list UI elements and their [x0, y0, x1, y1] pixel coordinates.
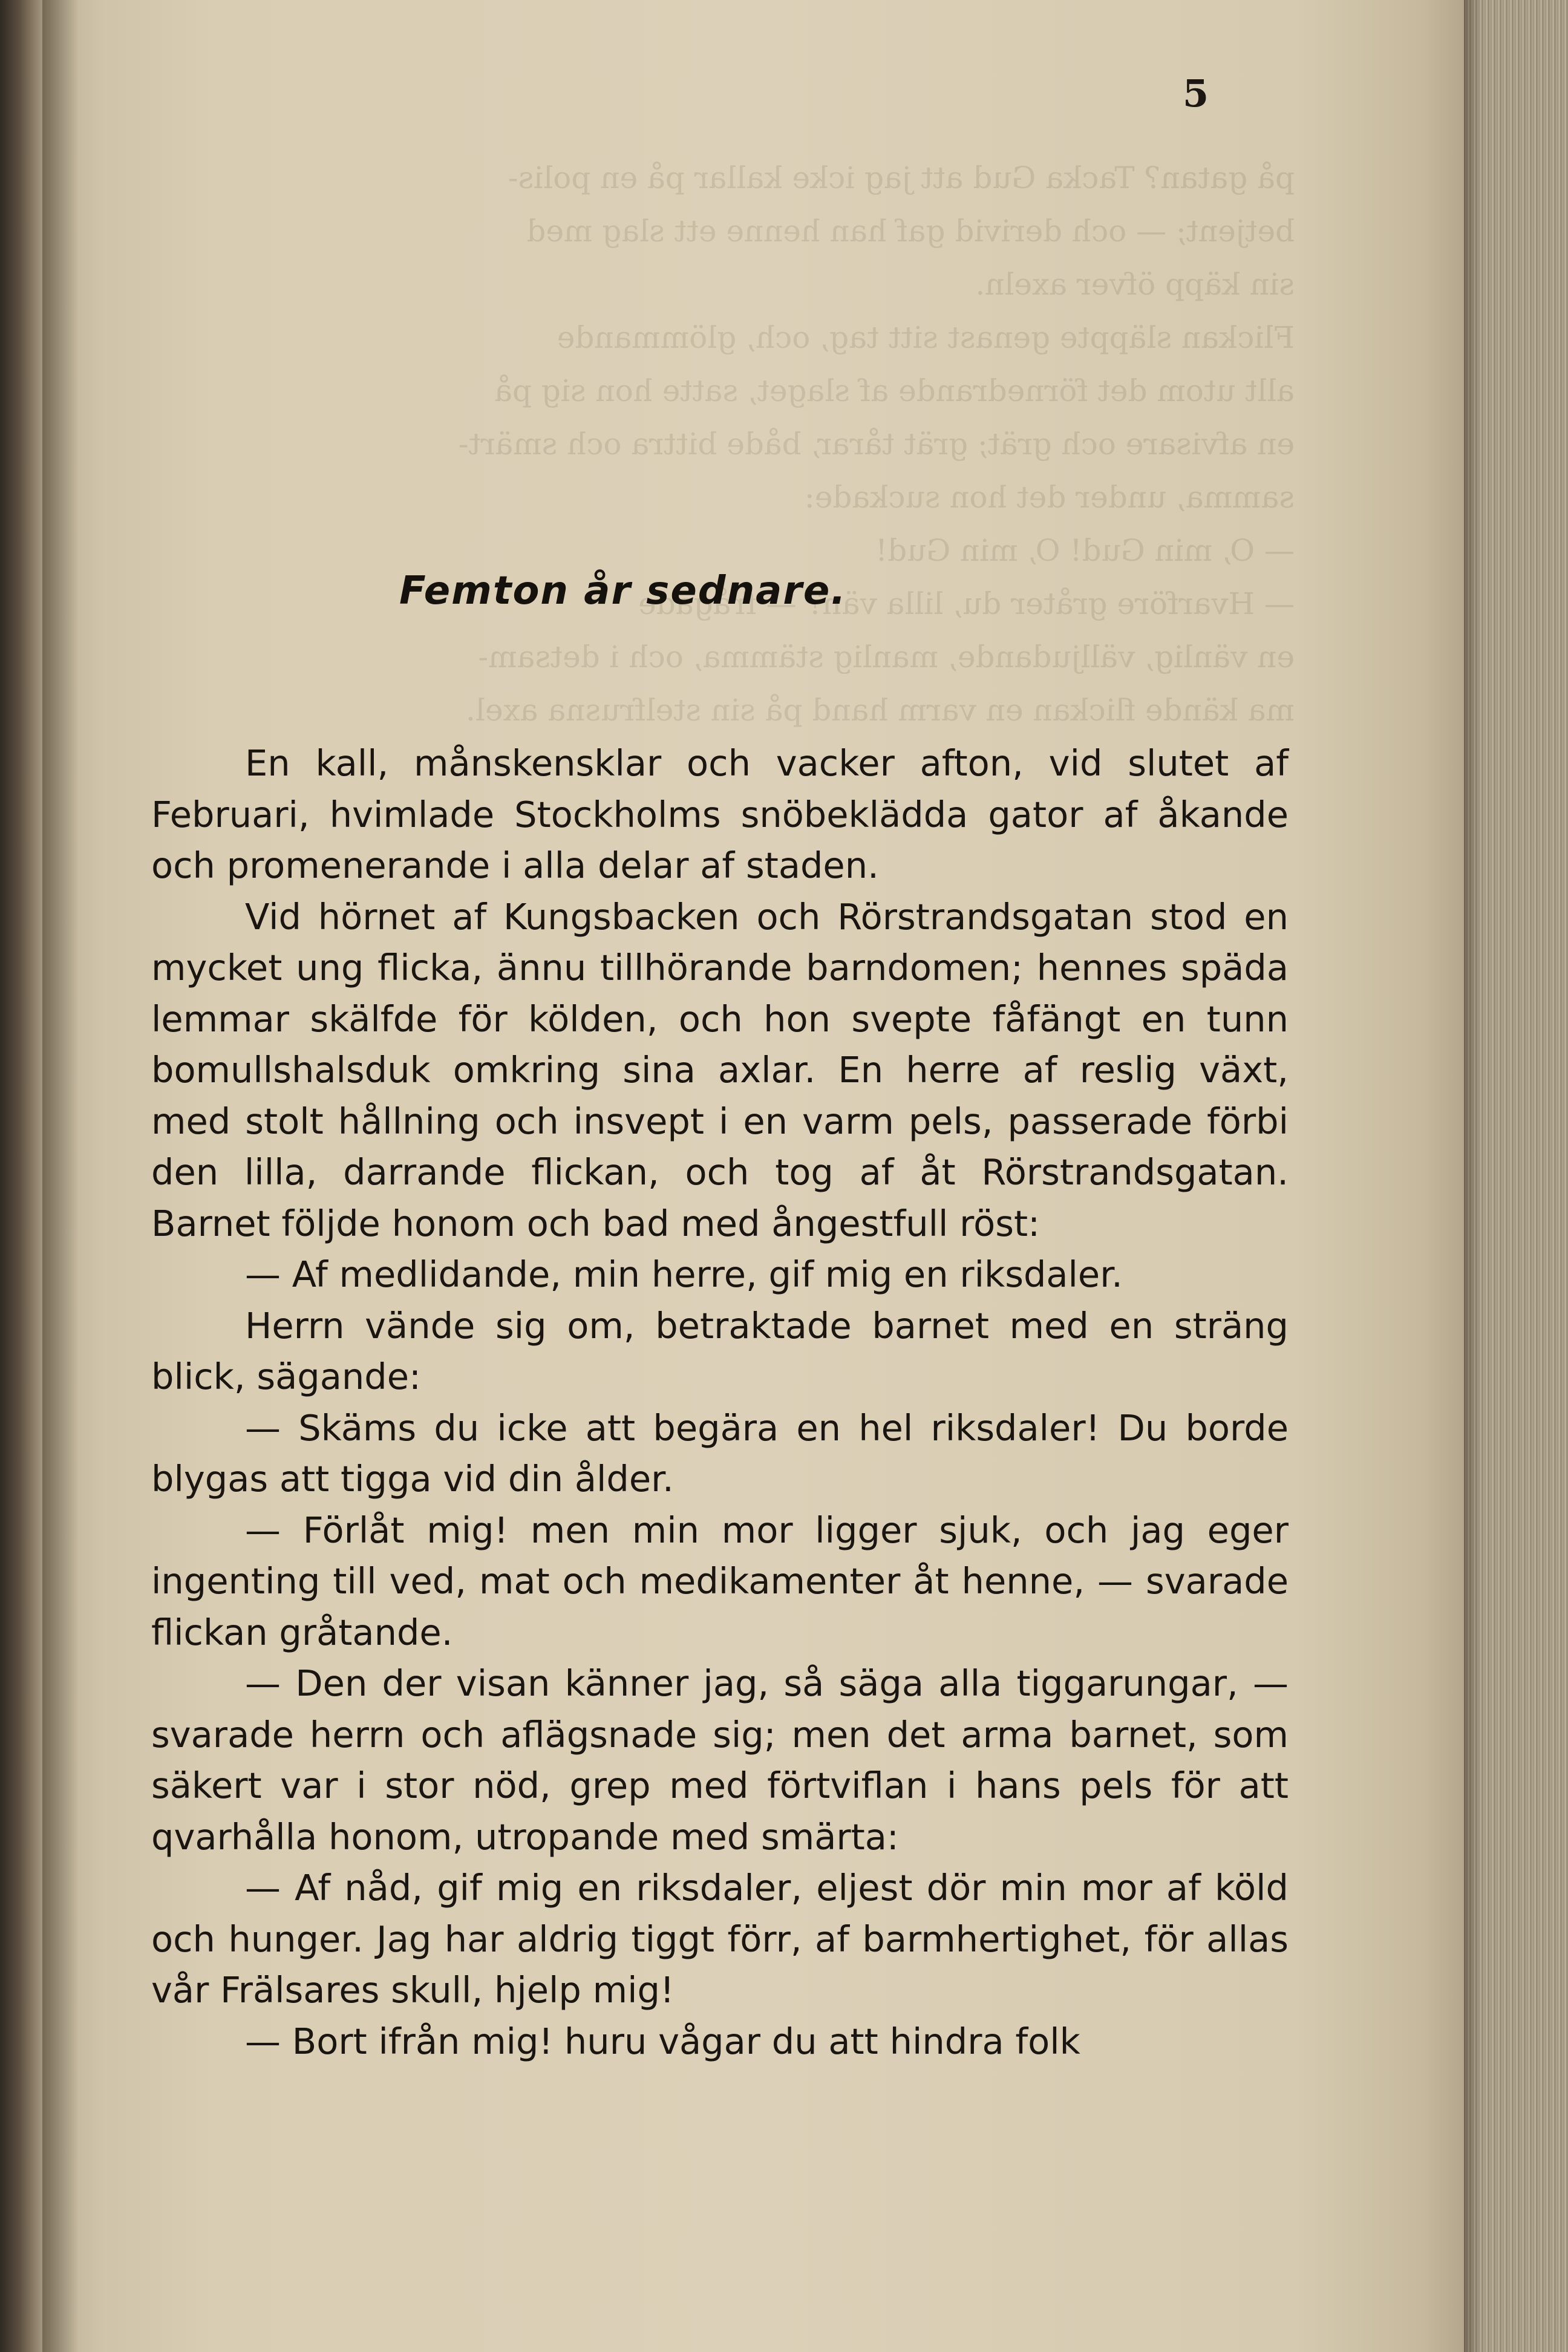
paragraph: — Den der visan känner jag, så säga alla tiggarungar, — svarade herrn och aflägsnade sig; men det arma barnet, som säkert var i stor nöd, grep med förtviflan i hans pels för att qvarhålla honom, utropande med smärta:: [151, 1662, 1289, 1858]
show-through-line: en vänlig, välljudande, manlig stämma, och i detsam-: [478, 639, 1295, 675]
show-through-text: [145, 151, 1295, 737]
paragraph: — Skäms du icke att begära en hel riksdaler! Du borde blygas att tigga vid din ålder.: [151, 1406, 1289, 1500]
show-through-line: — Hvarföre gråter du, lilla vän? — frågade: [638, 586, 1295, 621]
show-through-line: betjent; — och derivid gaf han henne ett slag med: [526, 214, 1295, 249]
show-through-line: sin käpp öfver axeln.: [975, 267, 1295, 302]
paragraph: Vid hörnet af Kungsbacken och Rörstrandsgatan stod en mycket ung flicka, ännu tillhörande barndomen; hennes späda lemmar skälfde för kölden, och hon svepte fåfängt en tunn bomullshalsduk omkring sina axlar. En herre af reslig växt, med stolt hållning och insvept i en varm pels, passerade förbi den lilla, darrande flickan, och tog af åt Rörstrandsgatan. Barnet följde honom och bad med ångestfull röst:: [151, 895, 1289, 1244]
show-through-line: — O, min Gud! O, min Gud!: [875, 533, 1295, 568]
show-through-line: en afvisare och grät; grät tårar, både bittra och smärt-: [458, 426, 1295, 462]
show-through-line: ma kände flickan en varm hand på sin stelfrusna axel.: [466, 693, 1295, 728]
paragraph: Herrn vände sig om, betraktade barnet med en sträng blick, sägande:: [151, 1304, 1289, 1397]
show-through-line: samma, under det hon suckade:: [804, 480, 1295, 515]
show-through-line: på gatan? Tacka Gud att jag icke kallar på en polis-: [508, 160, 1295, 195]
paragraph: — Förlåt mig! men min mor ligger sjuk, och jag eger ingenting till ved, mat och medikamenter åt henne, — svarade flickan gråtande.: [151, 1509, 1289, 1653]
page-stack-shadow: [1464, 0, 1482, 2352]
chapter-heading: Femton år sednare.: [399, 569, 847, 613]
page-number: 5: [1183, 71, 1209, 116]
show-through-line: allt utom det förnedrande af slaget, satte hon sig på: [494, 373, 1295, 408]
paragraph: — Af medlidande, min herre, gif mig en riksdaler.: [245, 1253, 1123, 1295]
gutter-shadow: [42, 0, 79, 2352]
paragraph: — Bort ifrån mig! huru vågar du att hindra folk: [245, 2020, 1080, 2062]
body-text: [151, 738, 1289, 2067]
paragraph: En kall, månskensklar och vacker afton, vid slutet af Februari, hvimlade Stockholms snöbeklädda gator af åkande och promenerande i alla delar af staden.: [151, 742, 1289, 886]
book-left-edge: [0, 0, 42, 2352]
paragraph: — Af nåd, gif mig en riksdaler, eljest dör min mor af köld och hunger. Jag har aldrig tiggt förr, af barmhertighet, för allas vår Frälsares skull, hjelp mig!: [151, 1867, 1289, 2011]
show-through-line: Flickan släppte genast sitt tag, och, glömmande: [557, 320, 1295, 355]
